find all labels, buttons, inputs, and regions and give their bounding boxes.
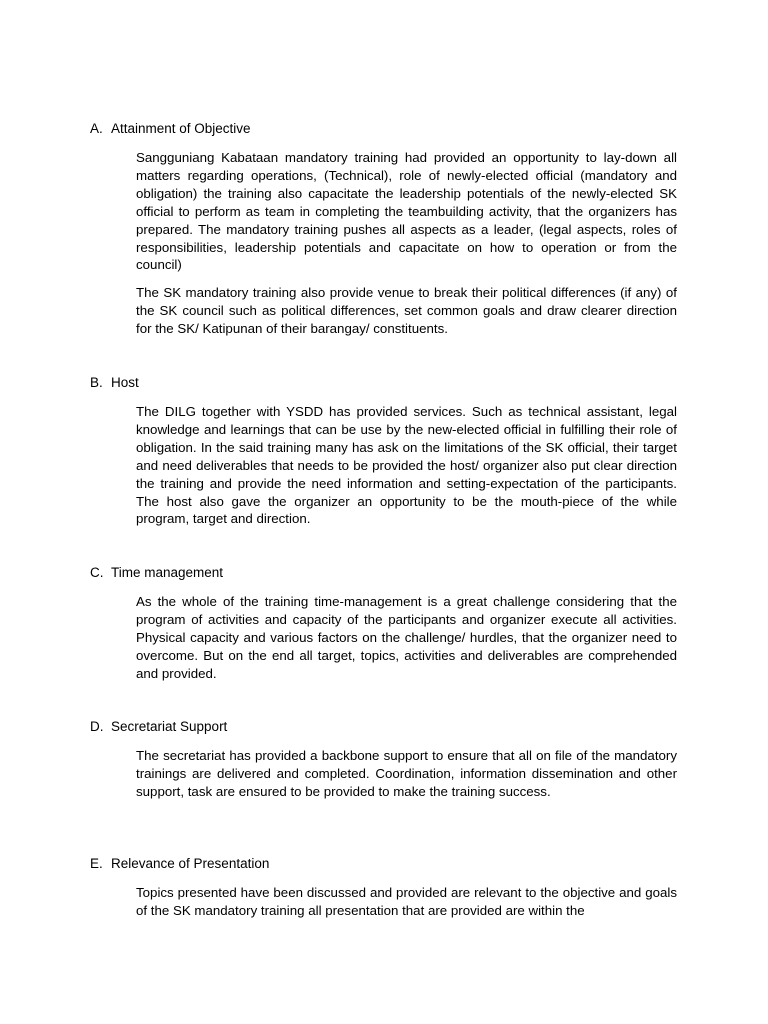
section-paragraph: The secretariat has provided a backbone support to ensure that all on file of the mandatory trainings are delivered and completed. Coordination, information dissemination and other support, task are ensured to be provided to make the training success. bbox=[136, 748, 677, 799]
section-heading bbox=[90, 120, 680, 138]
section-secretariat-support bbox=[90, 718, 680, 801]
section-paragraph: The DILG together with YSDD has provided services. Such as technical assistant, legal knowledge and learnings that can be use by the new-elected official in fulfilling their role of obligation. In the said training many has ask on the limitations of the SK official, their target and need deliverables that needs to be provided the host/ organizer also put clear direction the training and provide the need information and setting-expectation of the participants. The host also gave the organizer an opportunity to be the mouth-piece of the while program, target and direction. bbox=[136, 404, 677, 527]
section-title: Attainment of Objective bbox=[111, 121, 251, 136]
section-heading bbox=[90, 718, 680, 736]
section-title: Time management bbox=[111, 565, 224, 580]
section-paragraph: Topics presented have been discussed and provided are relevant to the objective and goals of the SK mandatory training all presentation that are provided are within the bbox=[136, 885, 677, 918]
section-letter: E. bbox=[90, 856, 103, 871]
section-heading bbox=[90, 855, 680, 873]
section-paragraph: The SK mandatory training also provide venue to break their political differences (if any) of the SK council such as political differences, set common goals and draw clearer direction for the SK/ Katipunan of their barangay/ constituents. bbox=[136, 285, 677, 337]
section-heading bbox=[90, 564, 680, 582]
section-paragraph: As the whole of the training time-management is a great challenge considering that the program of activities and capacity of the participants and organizer execute all activities. Physical capacity and various factors on the challenge/ hurdles, that the organizer need to overcome. But on the end all target, topics, activities and deliverables are comprehended and provided. bbox=[136, 594, 677, 681]
section-letter: A. bbox=[90, 121, 103, 136]
section-attainment-of-objective bbox=[90, 120, 680, 338]
section-title: Relevance of Presentation bbox=[111, 856, 270, 871]
section-title: Host bbox=[111, 375, 139, 390]
section-paragraph: Sangguniang Kabataan mandatory training had provided an opportunity to lay-down all matters regarding operations, (Technical), role of newly-elected official (mandatory and obligation) the training also capacitate the leadership potentials of the newly-elected SK official to perform as team in completing the teambuilding activity, that the organizers has prepared. The mandatory training pushes all aspects as a leader, (legal aspects, roles of responsibilities, leadership potentials and capacitate on how to operation or from the council) bbox=[136, 150, 677, 273]
section-time-management bbox=[90, 564, 680, 683]
section-letter: D. bbox=[90, 719, 104, 734]
section-heading bbox=[90, 374, 680, 392]
section-host bbox=[90, 374, 680, 528]
section-title: Secretariat Support bbox=[111, 719, 228, 734]
section-letter: C. bbox=[90, 565, 104, 580]
section-relevance-of-presentation bbox=[90, 855, 680, 920]
section-letter: B. bbox=[90, 375, 103, 390]
